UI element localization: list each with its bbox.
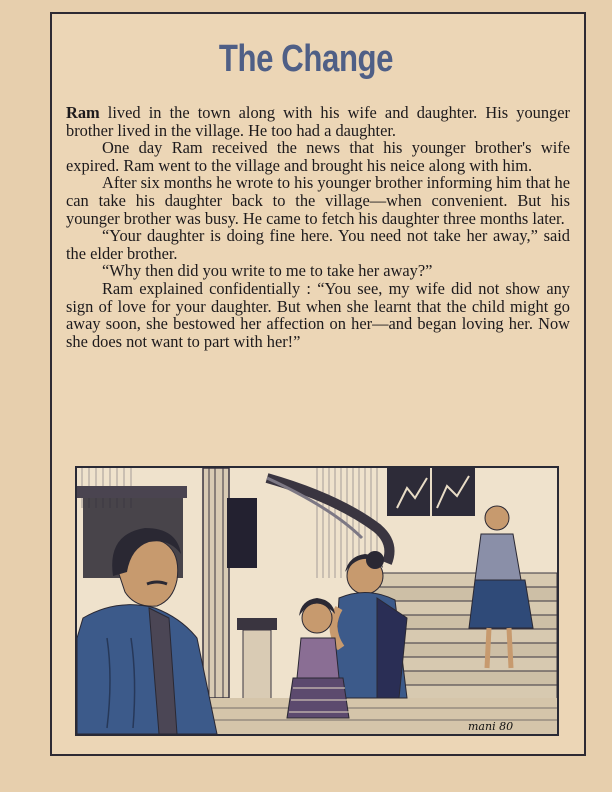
story-title: The Change [218, 38, 394, 80]
wall-shelf [77, 486, 187, 498]
paragraph-2: One day Ram received the news that his younger brother's wife expired. Ram went to the village and brought his neice along with him. [66, 138, 570, 175]
pillar [203, 468, 229, 698]
story-illustration [75, 466, 559, 736]
paragraph-6: Ram explained confidentially : “You see, my wife did not show any sign of love for your daughter. But when she learnt that the child might go away soon, she bestowed her affection on her—and began loving her. Now she does not want to part with her!” [66, 278, 570, 351]
newel-post [243, 630, 271, 700]
story-text [66, 104, 570, 350]
paragraph-5: “Why then did you write to me to take her away?” [102, 261, 433, 281]
lead-word: Ram [66, 103, 100, 122]
illustration-scene [77, 468, 557, 734]
paragraph-3: After six months he wrote to his younger brother informing him that he can take his daughter back to the village—when convenient. But his younger brother was busy. He came to fetch his daughter three months later. [66, 173, 570, 228]
paragraph-1-text: lived in the town along with his wife and daughter. His younger brother lived in the village. He too had a daughter. [66, 103, 570, 140]
paragraph-4: “Your daughter is doing fine here. You need not take her away,” said the elder brother. [66, 226, 570, 263]
dark-panel [227, 498, 257, 568]
newel-cap [237, 618, 277, 630]
paragraph-1 [66, 104, 570, 139]
artist-signature: mani 80 [468, 720, 514, 733]
